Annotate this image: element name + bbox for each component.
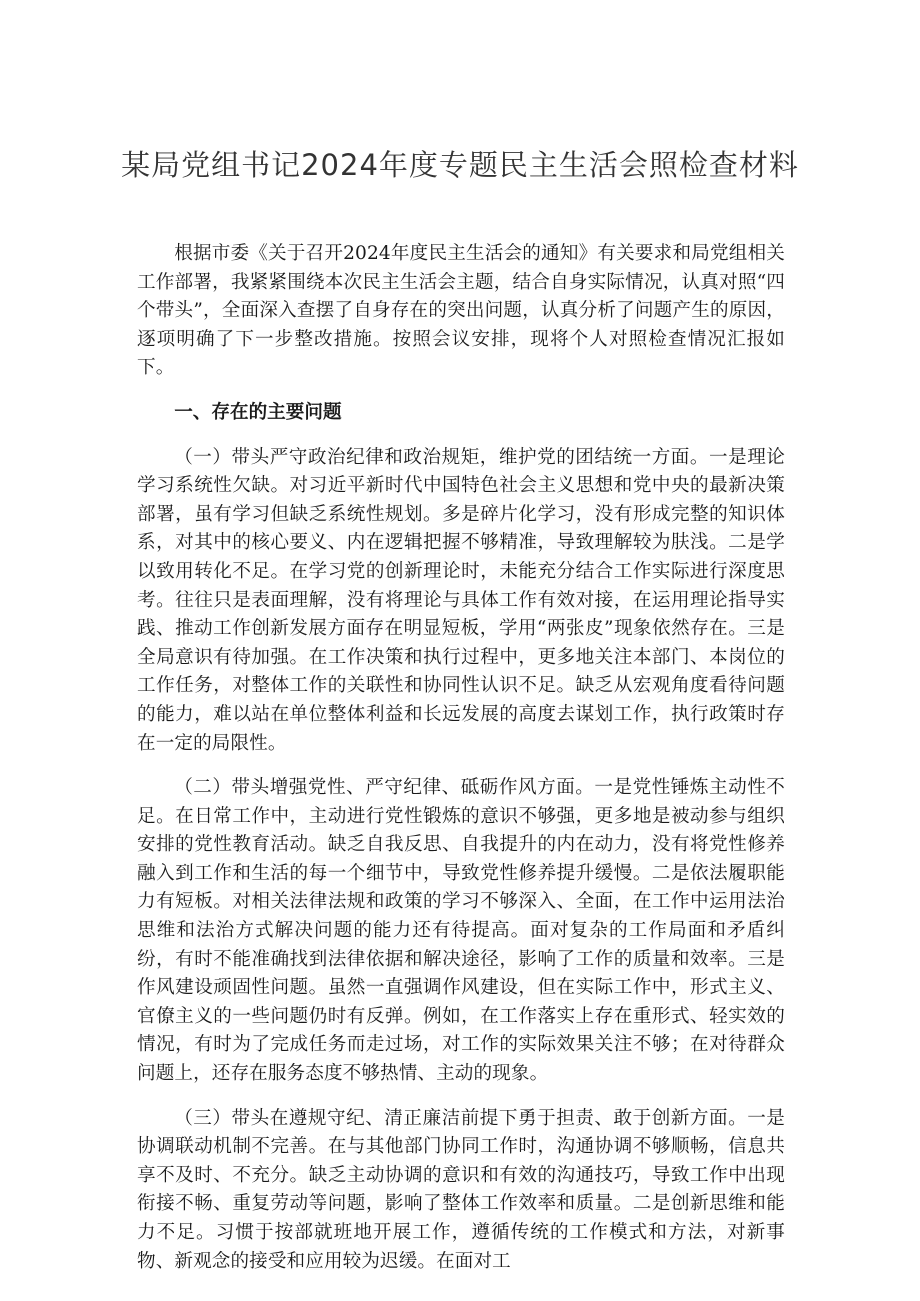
section-heading-main-problems: 一、存在的主要问题 — [174, 401, 342, 423]
paragraph-responsibility-innovation: （三）带头在遵规守纪、清正廉洁前提下勇于担责、敢于创新方面。一是协调联动机制不完善。在与其他部门协同工作时，沟通协调不够顺畅，信息共享不及时、不充分。缺乏主动协调的意识和有效的沟通技巧，导致工作中出现衔接不畅、重复劳动等问题，影响了整体工作效率和质量。二是创新思维和能力不足。习惯于按部就班地开展工作，遵循传统的工作模式和方法，对新事物、新观念的接受和应用较为迟缓。在面对工 — [137, 1107, 785, 1272]
intro-paragraph: 根据市委《关于召开2024年度民主生活会的通知》有关要求和局党组相关工作部署，我紧紧围绕本次民主生活会主题，结合自身实际情况，认真对照“四个带头”，全面深入查摆了自身存在的突出问题，认真分析了问题产生的原因，逐项明确了下一步整改措施。按照会议安排，现将个人对照检查情况汇报如下。 — [137, 243, 785, 379]
document-body — [137, 240, 785, 1292]
paragraph-party-spirit: （二）带头增强党性、严守纪律、砥砺作风方面。一是党性锤炼主动性不足。在日常工作中，主动进行党性锻炼的意识不够强，更多地是被动参与组织安排的党性教育活动。缺乏自我反思、自我提升的内在动力，没有将党性修养融入到工作和生活的每一个细节中，导致党性修养提升缓慢。二是依法履职能力有短板。对相关法律法规和政策的学习不够深入、全面，在工作中运用法治思维和法治方式解决问题的能力还有待提高。面对复杂的工作局面和矛盾纠纷，有时不能准确找到法律依据和解决途径，影响了工作的质量和效率。三是作风建设顽固性问题。虽然一直强调作风建设，但在实际工作中，形式主义、官僚主义的一些问题仍时有反弹。例如，在工作落实上存在重形式、轻实效的情况，有时为了完成任务而走过场，对工作的实际效果关注不够；在对待群众问题上，还存在服务态度不够热情、主动的现象。 — [137, 777, 785, 1085]
document-title: 某局党组书记2024年度专题民主生活会照检查材料 — [121, 148, 799, 182]
paragraph-political-discipline: （一）带头严守政治纪律和政治规矩，维护党的团结统一方面。一是理论学习系统性欠缺。对习近平新时代中国特色社会主义思想和党中央的最新决策部署，虽有学习但缺乏系统性规划。多是碎片化学习，没有形成完整的知识体系，对其中的核心要义、内在逻辑把握不够精准，导致理解较为肤浅。二是学以致用转化不足。在学习党的创新理论时，未能充分结合工作实际进行深度思考。往往只是表面理解，没有将理论与具体工作有效对接，在运用理论指导实践、推动工作创新发展方面存在明显短板，学用“两张皮”现象依然存在。三是全局意识有待加强。在工作决策和执行过程中，更多地关注本部门、本岗位的工作任务，对整体工作的关联性和协同性认识不足。缺乏从宏观角度看待问题的能力，难以站在单位整体利益和长远发展的高度去谋划工作，执行政策时存在一定的局限性。 — [137, 446, 785, 754]
